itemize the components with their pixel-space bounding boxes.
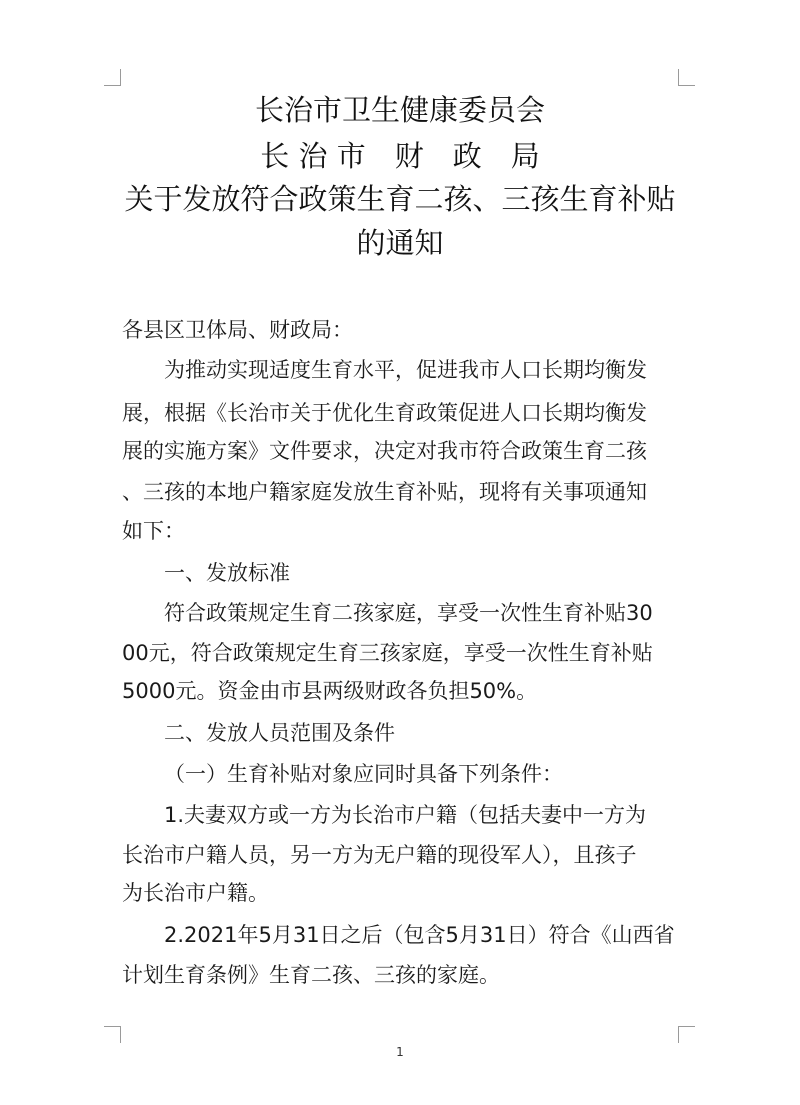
intro-line: 展的实施方案》文件要求，决定对我市符合政策生育二孩 xyxy=(122,439,647,463)
condition1-line: 长治市户籍人员，另一方为无户籍的现役军人），且孩子 xyxy=(122,843,637,867)
condition2-line: 2.2021年5月31日之后（包含5月31日）符合《山西省 xyxy=(164,923,675,947)
salutation: 各县区卫体局、财政局： xyxy=(122,318,353,342)
page-number: 1 xyxy=(396,1045,404,1059)
section1-text-line: 00元，符合政策规定生育三孩家庭，享受一次性生育补贴 xyxy=(122,641,653,665)
section1-text-line: 5000元。资金由市县两级财政各负担50%。 xyxy=(122,679,538,703)
crop-mark-bottom-right xyxy=(678,1026,695,1043)
intro-line: 如下： xyxy=(122,519,185,543)
intro-line: 展，根据《长治市关于优化生育政策促进人口长期均衡发 xyxy=(122,401,647,425)
section2-subheading: （一）生育补贴对象应同时具备下列条件： xyxy=(164,762,563,786)
section1-text-line: 符合政策规定生育二孩家庭，享受一次性生育补贴30 xyxy=(164,601,653,625)
condition2-line: 计划生育条例》生育二孩、三孩的家庭。 xyxy=(122,963,500,987)
title-subject-line: 关于发放符合政策生育二孩、三孩生育补贴 xyxy=(124,182,676,216)
intro-line: 为推动实现适度生育水平，促进我市人口长期均衡发 xyxy=(164,358,647,382)
title-issuer-health-commission: 长治市卫生健康委员会 xyxy=(254,93,545,127)
intro-line: 、三孩的本地户籍家庭发放生育补贴，现将有关事项通知 xyxy=(122,480,647,504)
crop-mark-bottom-left xyxy=(104,1026,121,1043)
condition1-line: 1.夫妻双方或一方为长治市户籍（包括夫妻中一方为 xyxy=(164,803,647,827)
crop-mark-top-left xyxy=(104,69,121,86)
condition1-line: 为长治市户籍。 xyxy=(122,881,269,905)
crop-mark-top-right xyxy=(678,69,695,86)
title-subject-line-end: 的通知 xyxy=(356,226,444,260)
section1-heading: 一、发放标准 xyxy=(164,561,290,585)
section2-heading: 二、发放人员范围及条件 xyxy=(164,721,395,745)
title-issuer-finance-bureau: 长 治 市 财 政 局 xyxy=(260,139,540,173)
